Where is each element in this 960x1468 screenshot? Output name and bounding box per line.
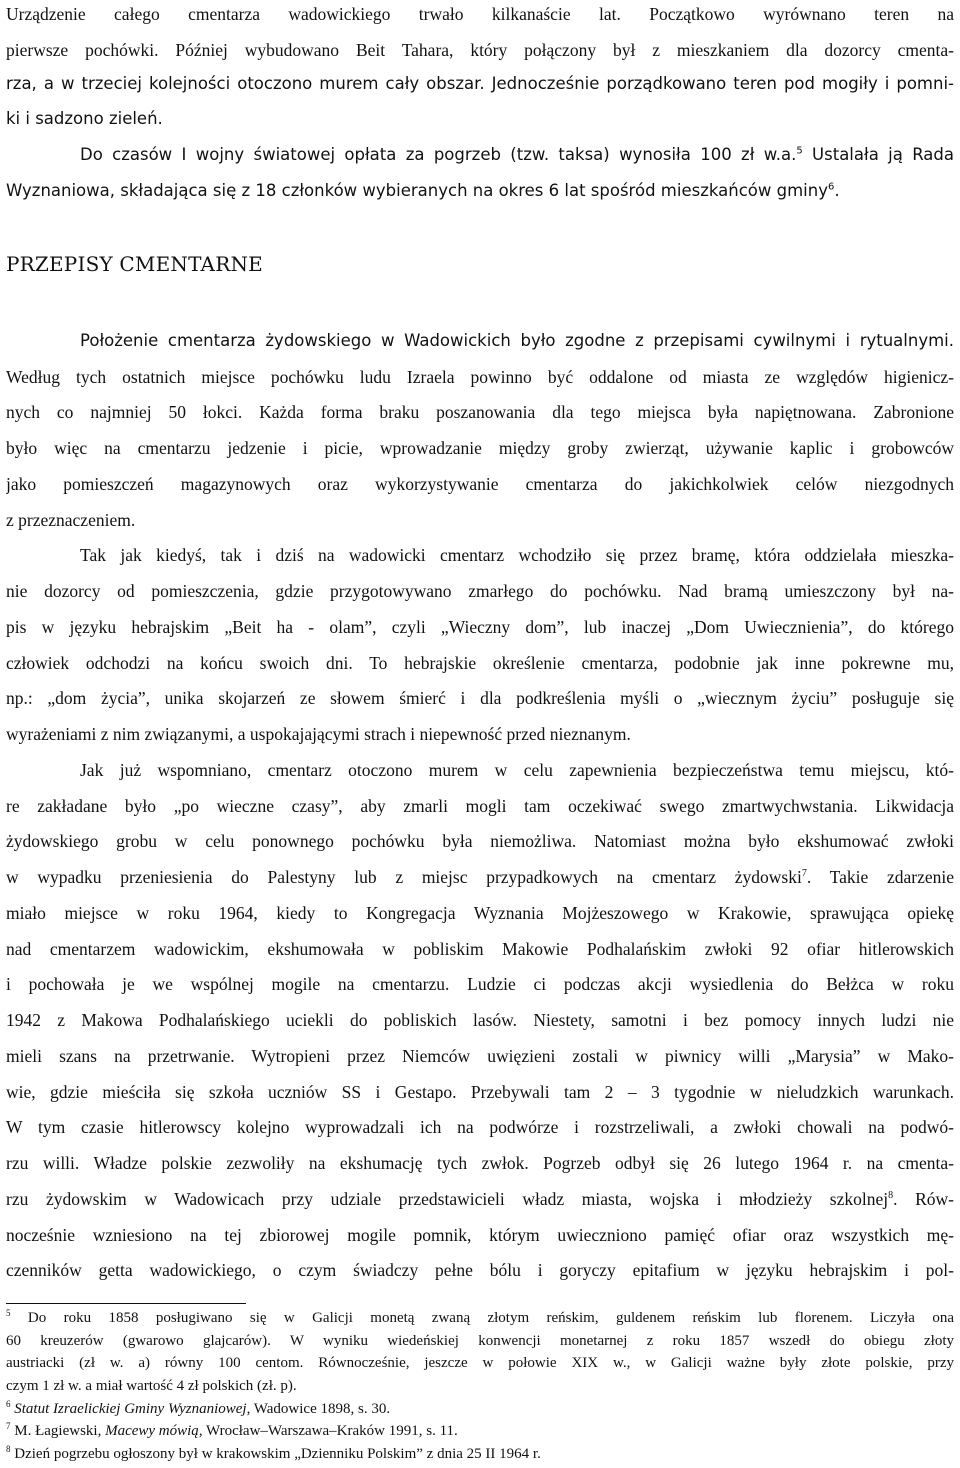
paragraph-line: re zakładane było „po wieczne czasy”, aby zmarli mogli tam oczekiwać swego zmartwychwstania. Likwidacja — [6, 796, 954, 816]
paragraph-line: żydowskiego grobu w celu ponownego pochówku była niemożliwa. Natomiast można było ekshumować zwłoki — [6, 831, 954, 851]
paragraph-line: nad cmentarzem wadowickim, ekshumowała w pobliskim Makowie Podhalańskim zwłoki 92 ofiar hitlerowskich — [6, 939, 954, 959]
paragraph-line: Jak już wspomniano, cmentarz otoczono murem w celu zapewnienia bezpieczeństwa temu miejscu, któ- — [80, 760, 954, 780]
paragraph-line: W tym czasie hitlerowscy kolejno wyprowadzali ich na podwórze i rozstrzeliwali, a zwłoki chowali na podwó- — [6, 1117, 954, 1137]
footnote-separator — [6, 1303, 246, 1304]
paragraph-line: jako pomieszczeń magazynowych oraz wykorzystywanie cmentarza do jakichkolwiek celów niezgodnych — [6, 474, 954, 494]
paragraph-line: Urządzenie całego cmentarza wadowickiego trwało kilkanaście lat. Początkowo wyrównano teren na — [6, 4, 954, 24]
footnote-8: $^8$ Dzień pogrzebu ogłoszony był w krakowskim „Dzienniku Polskim” z dnia 25 II 1964 r. — [6, 1444, 541, 1462]
paragraph-line: 1942 z Makowa Podhalańskiego uciekli do pobliskich lasów. Niestety, samotni i bez pomocy innych ludzi nie — [6, 1010, 954, 1030]
footnote-7: $^7$ M. Łagiewski, Macewy mówią, Wrocław–Warszawa–Kraków 1991, s. 11. — [6, 1421, 458, 1439]
paragraph-line: nie dozorcy od pomieszczenia, gdzie przygotowywano zmarłego do pochówku. Nad bramą umieszczony był na- — [6, 581, 954, 601]
footnote-5-line: czym 1 zł w. a miał wartość 4 zł polskich (zł. p). — [6, 1378, 297, 1394]
footnote-6-title: Statut Izraelickiej Gminy Wyznaniowej — [14, 1401, 247, 1417]
footnote-ref-8: 8 — [888, 1190, 894, 1202]
paragraph-line: człowiek odchodzi na końcu swoich dni. To hebrajskie określenie cmentarza, podobnie jak inne pokrewne mu, — [6, 653, 954, 673]
paragraph-line: było więc na cmentarzu jedzenie i picie, wprowadzanie między groby zwierząt, używanie kaplic i grobowców — [6, 438, 954, 458]
footnote-5: $^5$ Do roku 1858 posługiwano się w Galicji monetą zwaną złotym reńskim, guldenem reńskim lub florenem. Liczyła ona — [6, 1308, 954, 1326]
paragraph-line: miało miejsce w roku 1964, kiedy to Kongregacja Wyznania Mojżeszowego w Krakowie, sprawująca opiekę — [6, 903, 954, 923]
paragraph-line: nych co najmniej 50 łokci. Każda forma braku poszanowania dla tego miejsca była napiętnowana. Zabronione — [6, 402, 954, 422]
paragraph-line: pierwsze pochówki. Później wybudowano Beit Tahara, który połączony był z mieszkaniem dla dozorcy cmenta- — [6, 40, 954, 60]
footnote-ref-7: 7 — [801, 868, 807, 880]
paragraph-line: czenników getta wadowickiego, o czym świadczy pełne bólu i goryczy epitafium w języku hebrajskim i pol- — [6, 1260, 954, 1280]
footnote-ref-6: 6 — [827, 181, 835, 193]
footnote-5-line: 60 kreuzerów (gwarowo glajcarów). W wyniku wiedeńskiej konwencji monetarnej z roku 1857 wszedł do obiegu złoty — [6, 1333, 954, 1349]
paragraph-line: wie, gdzie mieściła się szkoła uczniów SS i Gestapo. Przebywali tam 2 – 3 tygodnie w nieludzkich warunkach. — [6, 1082, 954, 1102]
paragraph-line: z przeznaczeniem. — [6, 510, 136, 530]
paragraph-line: rzu żydowskim w Wadowicach przy udziale przedstawicieli władz miasta, wojska i młodzieży szkolnej$^8$. Rów- — [6, 1189, 954, 1209]
section-heading: PRZEPISY CMENTARNE — [6, 252, 263, 276]
paragraph-line: np.: „dom życia”, unika skojarzeń ze słowem śmierć i dla podkreślenia myśli o „wiecznym życiu” posługuje się — [6, 688, 954, 708]
footnote-5-line: austriacki (zł w. a) równy 100 centom. Równocześnie, jeszcze w połowie XIX w., w Galicji ważne były złote polskie, przy — [6, 1355, 954, 1371]
paragraph-line: Położenie cmentarza żydowskiego w Wadowickich było zgodne z przepisami cywilnymi i rytualnymi. — [80, 331, 954, 350]
paragraph-line: mieli szans na przetrwanie. Wytropieni przez Niemców uwięzieni zostali w piwnicy willi „Marysia” w Mako- — [6, 1046, 954, 1066]
paragraph-line: wyrażeniami z nim związanymi, a uspokajającymi strach i niepewność przed nieznanym. — [6, 724, 631, 744]
paragraph-line: Tak jak kiedyś, tak i dziś na wadowicki cmentarz wchodziło się przez bramę, która oddzielała mieszka- — [80, 545, 954, 565]
paragraph-line: i pochowała je we wspólnej mogile na cmentarzu. Ludzie ci podczas akcji wysiedlenia do Bełżca w roku — [6, 974, 954, 994]
paragraph-line: w wypadku przeniesienia do Palestyny lub z miejsc przypadkowych na cmentarz żydowski$^7$. Takie zdarzenie — [6, 867, 954, 887]
paragraph-line: Według tych ostatnich miejsce pochówku ludu Izraela powinno być oddalone od miasta ze względów higienicz- — [6, 367, 954, 387]
paragraph-line: pis w języku hebrajskim „Beit ha - olam”, czyli „Wieczny dom”, lub inaczej „Dom Uwiecznienia”, do którego — [6, 617, 954, 637]
paragraph-line: nocześnie wzniesiono na tej zbiorowej mogile pomnik, którym uwieczniono pamięć ofiar oraz wszystkich mę- — [6, 1225, 954, 1245]
footnote-ref-5: 5 — [796, 145, 803, 157]
paragraph-line: rzu willi. Władze polskie zezwoliły na ekshumację tych zwłok. Pogrzeb odbył się 26 lutego 1964 r. na cmenta- — [6, 1153, 954, 1173]
footnote-6: $^6$ Statut Izraelickiej Gminy Wyznaniowej, Wadowice 1898, s. 30. — [6, 1399, 391, 1417]
paragraph-line: Wyznaniowa, składająca się z 18 członków wybieranych na okres 6 lat spośród mieszkańców gminy$^6$. — [6, 181, 840, 200]
paragraph-line: rza, a w trzeciej kolejności otoczono murem cały obszar. Jednocześnie porządkowano teren pod mogiły i pomni- — [6, 74, 954, 93]
footnote-7-title: Macewy mówią — [105, 1423, 199, 1439]
paragraph-line: ki i sadzono zieleń. — [6, 109, 163, 128]
paragraph-line: Do czasów I wojny światowej opłata za pogrzeb (tzw. taksa) wynosiła 100 zł w.a.$^5$ Ustalała ją Rada — [80, 145, 954, 164]
